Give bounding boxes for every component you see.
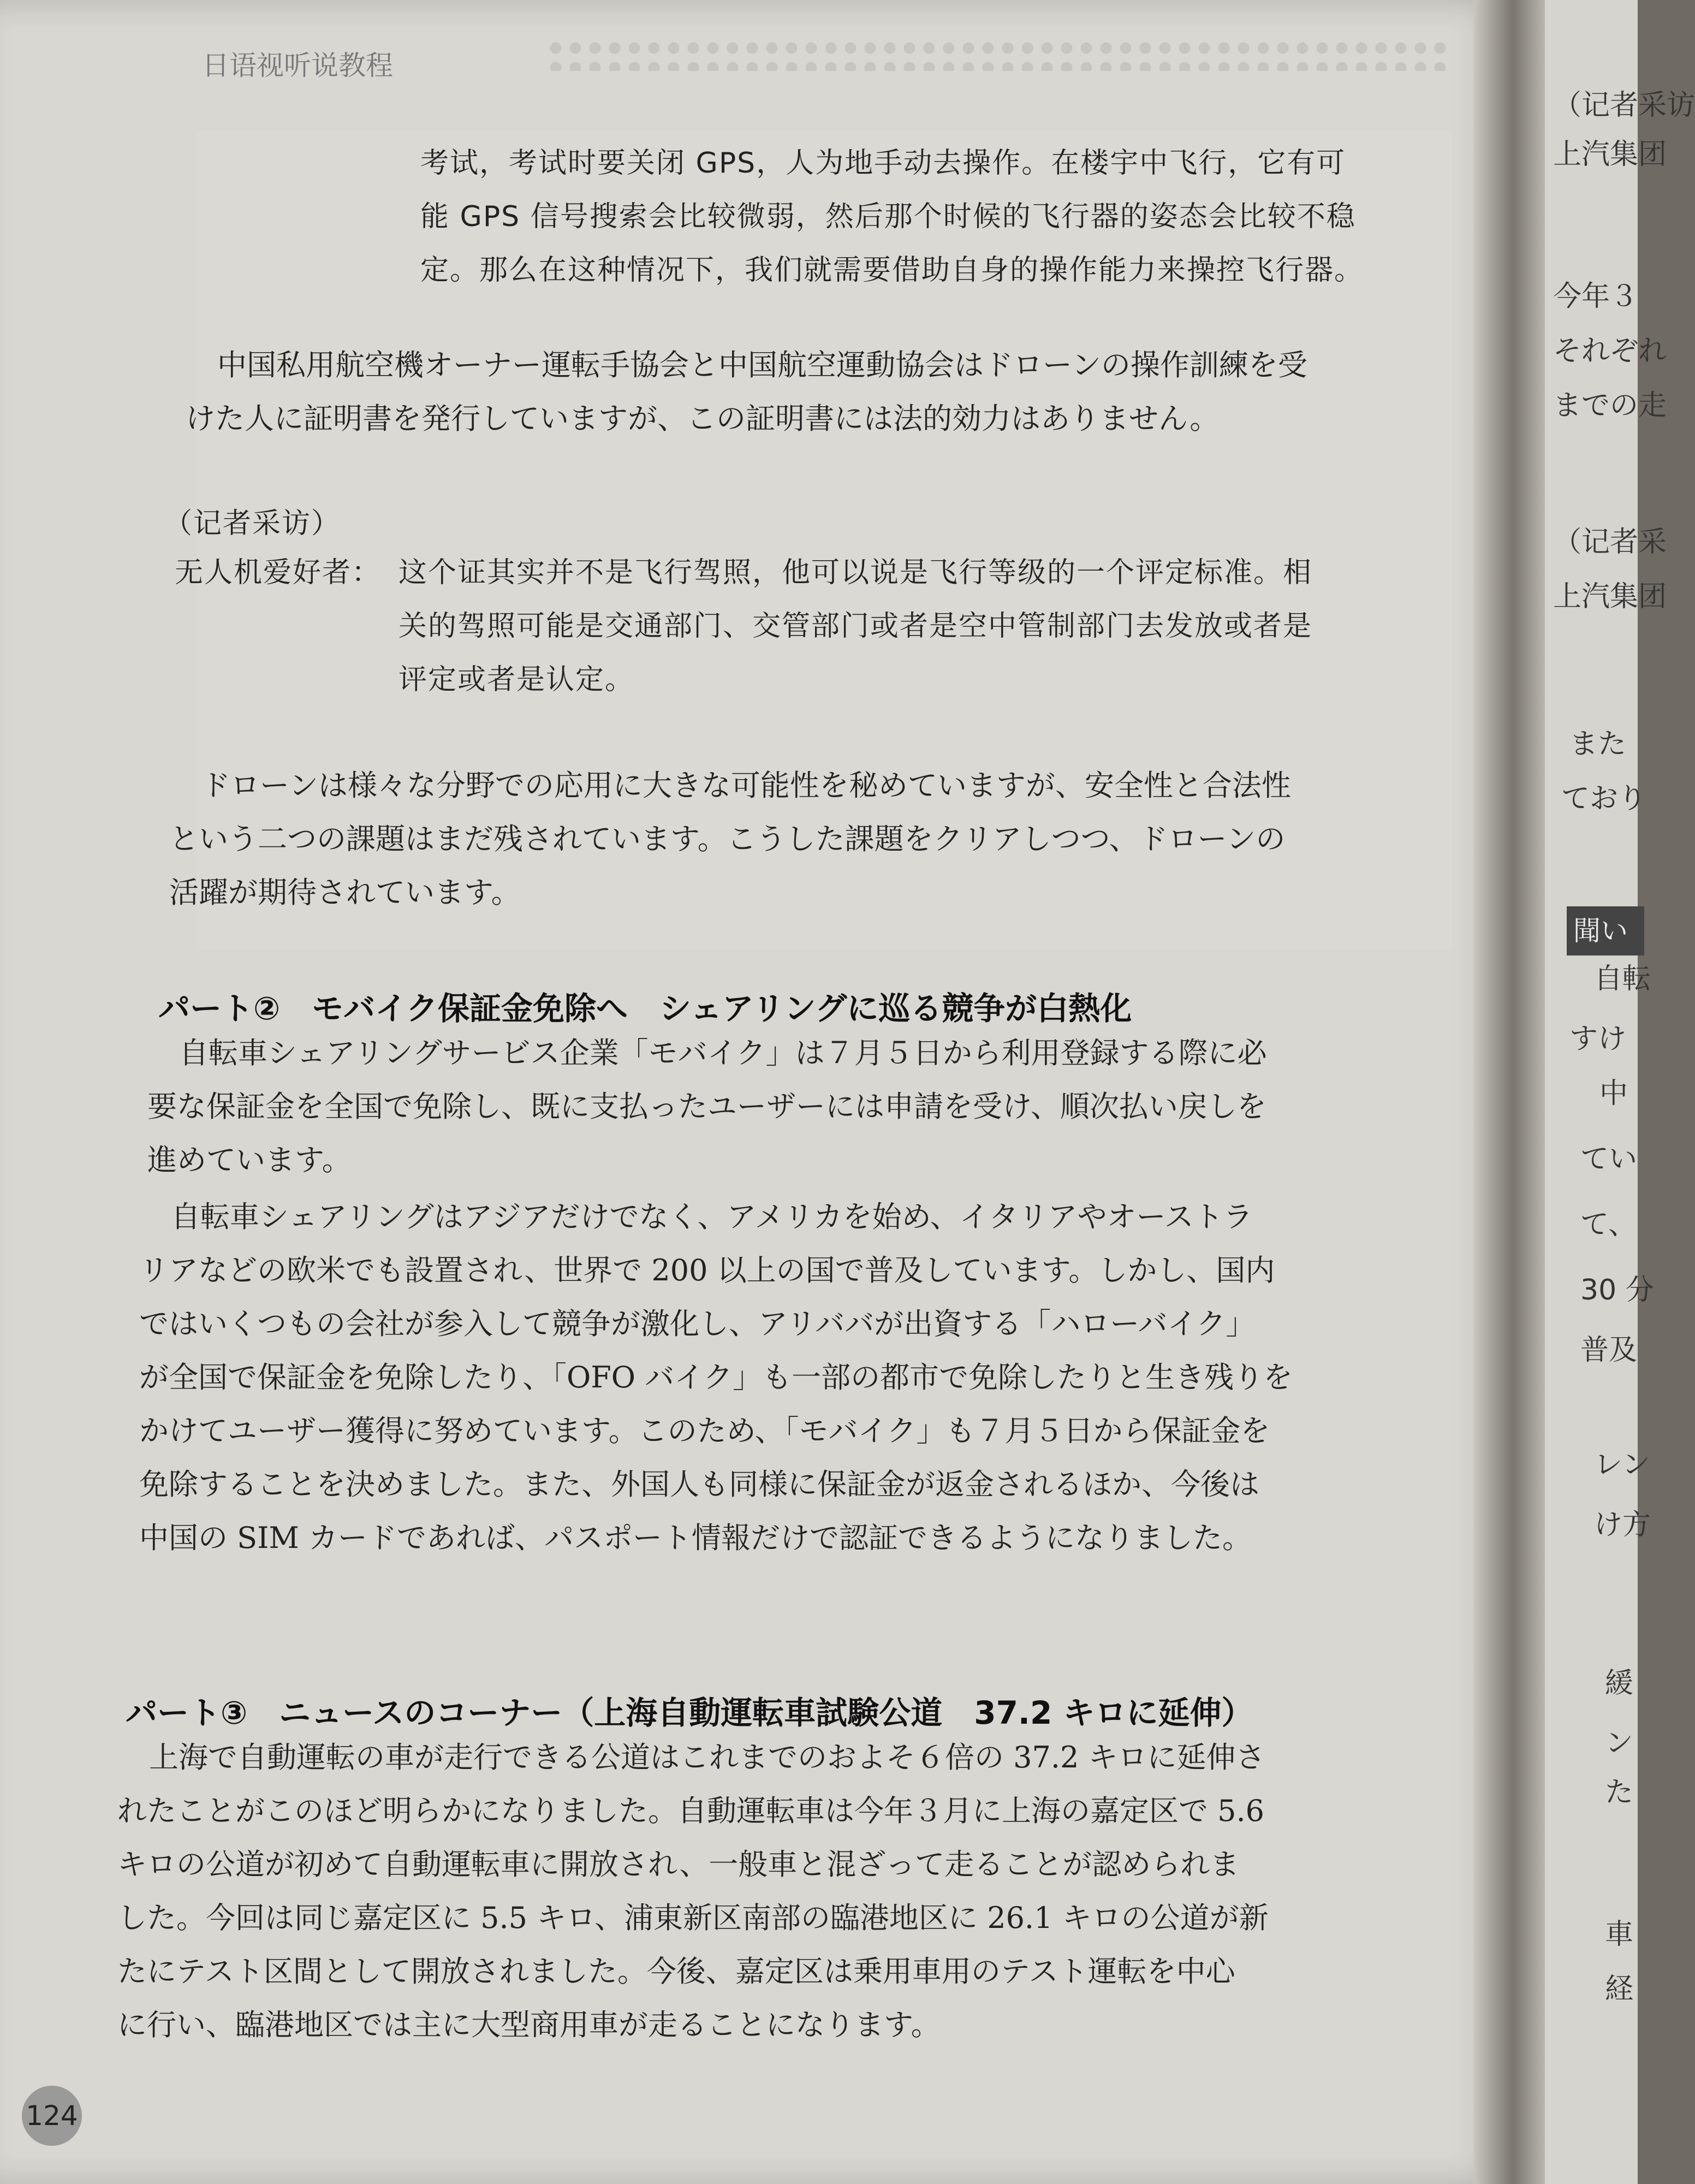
part3-p1-line: キロの公道が初めて自動運転車に開放され、一般車と混ざって走ることが認められま <box>117 1847 1240 1882</box>
quote-block-1 <box>420 136 1364 297</box>
part2-p2-line: ではいくつもの会社が参入して競争が激化し、アリババが出資する「ハローバイク」 <box>139 1307 1256 1341</box>
interview-label: （记者采访） <box>164 507 341 540</box>
speaker-label: 无人机爱好者： <box>175 556 382 589</box>
book-title: 日语视听说教程 <box>202 50 393 81</box>
right-page-fragment: 車 <box>1605 1918 1634 1951</box>
right-page-fragment: （记者采访 <box>1553 89 1695 122</box>
right-page-fragment: た <box>1605 1776 1634 1809</box>
right-page-fragment: レン <box>1594 1449 1650 1481</box>
right-page-fragment: すけ <box>1569 1023 1627 1055</box>
right-page-fragment: （记者采 <box>1553 526 1667 559</box>
right-page-fragment: 30 分 <box>1580 1274 1654 1307</box>
right-page-fragment: 中 <box>1599 1077 1628 1110</box>
quote1-line: 考试，考试时要关闭 GPS，人为地手动去操作。在楼宇中飞行，它有可 <box>420 147 1346 180</box>
part2-p2-line: が全国で保証金を免除したり、「OFO バイク」も一部の都市で免除したりと生き残りを <box>139 1360 1293 1394</box>
part3-p1-line: 上海で自動運転の車が走行できる公道はこれまでのおよそ６倍の 37.2 キロに延伸さ <box>149 1740 1265 1775</box>
quote1-line: 定。那么在这种情况下，我们就需要借助自身的操作能力来操控飞行器。 <box>420 254 1364 287</box>
para2-line: ドローンは様々な分野での応用に大きな可能性を秘めていますが、安全性と合法性 <box>201 768 1291 803</box>
para2-line: 活躍が期待されています。 <box>169 875 521 910</box>
right-page-tab: 聞い <box>1567 906 1644 956</box>
right-page-fragment: 上汽集团 <box>1553 580 1667 613</box>
part3-p1-line: たにテスト区間として開放されました。今後、嘉定区は乗用車用のテスト運転を中心 <box>117 1954 1235 1989</box>
quote2-line: 这个证其实并不是飞行驾照，他可以说是飞行等级的一个评定标准。相 <box>399 556 1313 589</box>
part2-p1-line: 自転車シェアリングサービス企業「モバイク」は７月５日から利用登録する際に必 <box>179 1036 1267 1070</box>
right-page-fragment: までの走 <box>1553 389 1667 422</box>
quote-block-2 <box>399 546 1312 707</box>
part2-heading: パート② モバイク保証金免除へ シェアリングに巡る競争が白熱化 <box>158 990 1132 1027</box>
part2-p2-line: リアなどの欧米でも設置され、世界で 200 以上の国で普及しています。しかし、国内 <box>139 1253 1275 1287</box>
right-page-fragment: 今年３ <box>1553 280 1639 313</box>
part2-p2-line: かけてユーザー獲得に努めています。このため、「モバイク」も７月５日から保証金を <box>139 1414 1270 1448</box>
right-page-fragment: け方 <box>1594 1509 1651 1541</box>
quote2-line: 评定或者是认定。 <box>399 663 635 696</box>
quote2-line: 关的驾照可能是交通部门、交管部门或者是空中管制部门去发放或者是 <box>399 610 1313 643</box>
right-page-fragment: 緩 <box>1605 1667 1634 1700</box>
part2-paragraph-2 <box>139 1190 1293 1565</box>
page-number: 124 <box>22 2086 82 2146</box>
para2-line: という二つの課題はまだ残されています。こうした課題をクリアしつつ、ドローンの <box>169 822 1286 856</box>
paragraph-license <box>186 339 1307 446</box>
right-page-fragment: ン <box>1605 1727 1634 1760</box>
right-page-fragment: 上汽集团 <box>1553 138 1667 171</box>
right-page-fragment: 普及 <box>1580 1334 1638 1367</box>
part3-p1-line: した。今回は同じ嘉定区に 5.5 キロ、浦東新区南部の臨港地区に 26.1 キロの公道が新 <box>117 1901 1269 1935</box>
part3-heading: パート③ ニュースのコーナー（上海自動運転車試験公道 37.2 キロに延伸） <box>126 1694 1253 1731</box>
part2-p2-line: 中国の SIM カードであれば、パスポート情報だけで認証できるようになりました。 <box>139 1521 1252 1555</box>
part2-paragraph-1 <box>147 1026 1267 1187</box>
paragraph-drone-future <box>169 759 1291 919</box>
part3-p1-line: れたことがこのほど明らかになりました。自動運転車は今年３月に上海の嘉定区で 5.6 <box>117 1794 1265 1828</box>
right-page-fragment: それぞれ <box>1553 335 1667 367</box>
quote1-line: 能 GPS 信号搜索会比较微弱，然后那个时候的飞行器的姿态会比较不稳 <box>420 200 1356 233</box>
para1-line: 中国私用航空機オーナー運転手協会と中国航空運動協会はドローンの操作訓練を受 <box>217 348 1307 382</box>
right-page-fragment: また <box>1569 728 1627 761</box>
book-gutter <box>1474 0 1545 2184</box>
right-page-fragment: ており <box>1561 782 1647 815</box>
part2-p2-line: 免除することを決めました。また、外国人も同様に保証金が返金されるほか、今後は <box>139 1467 1259 1502</box>
part2-p1-line: 進めています。 <box>147 1143 352 1177</box>
part2-p1-line: 要な保証金を全国で免除し、既に支払ったユーザーには申請を受け、順次払い戻しを <box>147 1089 1266 1124</box>
part2-p2-line: 自転車シェアリングはアジアだけでなく、アメリカを始め、イタリアやオーストラ <box>171 1200 1253 1234</box>
part3-p1-line: に行い、臨港地区では主に大型商用車が走ることになります。 <box>117 2008 941 2042</box>
right-page-fragment: て、 <box>1580 1208 1637 1241</box>
para1-line: けた人に証明書を発行していますが、この証明書には法的効力はありません。 <box>186 401 1220 436</box>
right-page-fragment: てい <box>1580 1143 1638 1176</box>
right-page-fragment: 自転 <box>1594 963 1651 995</box>
part3-paragraph-1 <box>117 1731 1269 2052</box>
header-dot-pattern <box>546 38 1447 71</box>
right-page-fragment: 経 <box>1605 1973 1634 2005</box>
